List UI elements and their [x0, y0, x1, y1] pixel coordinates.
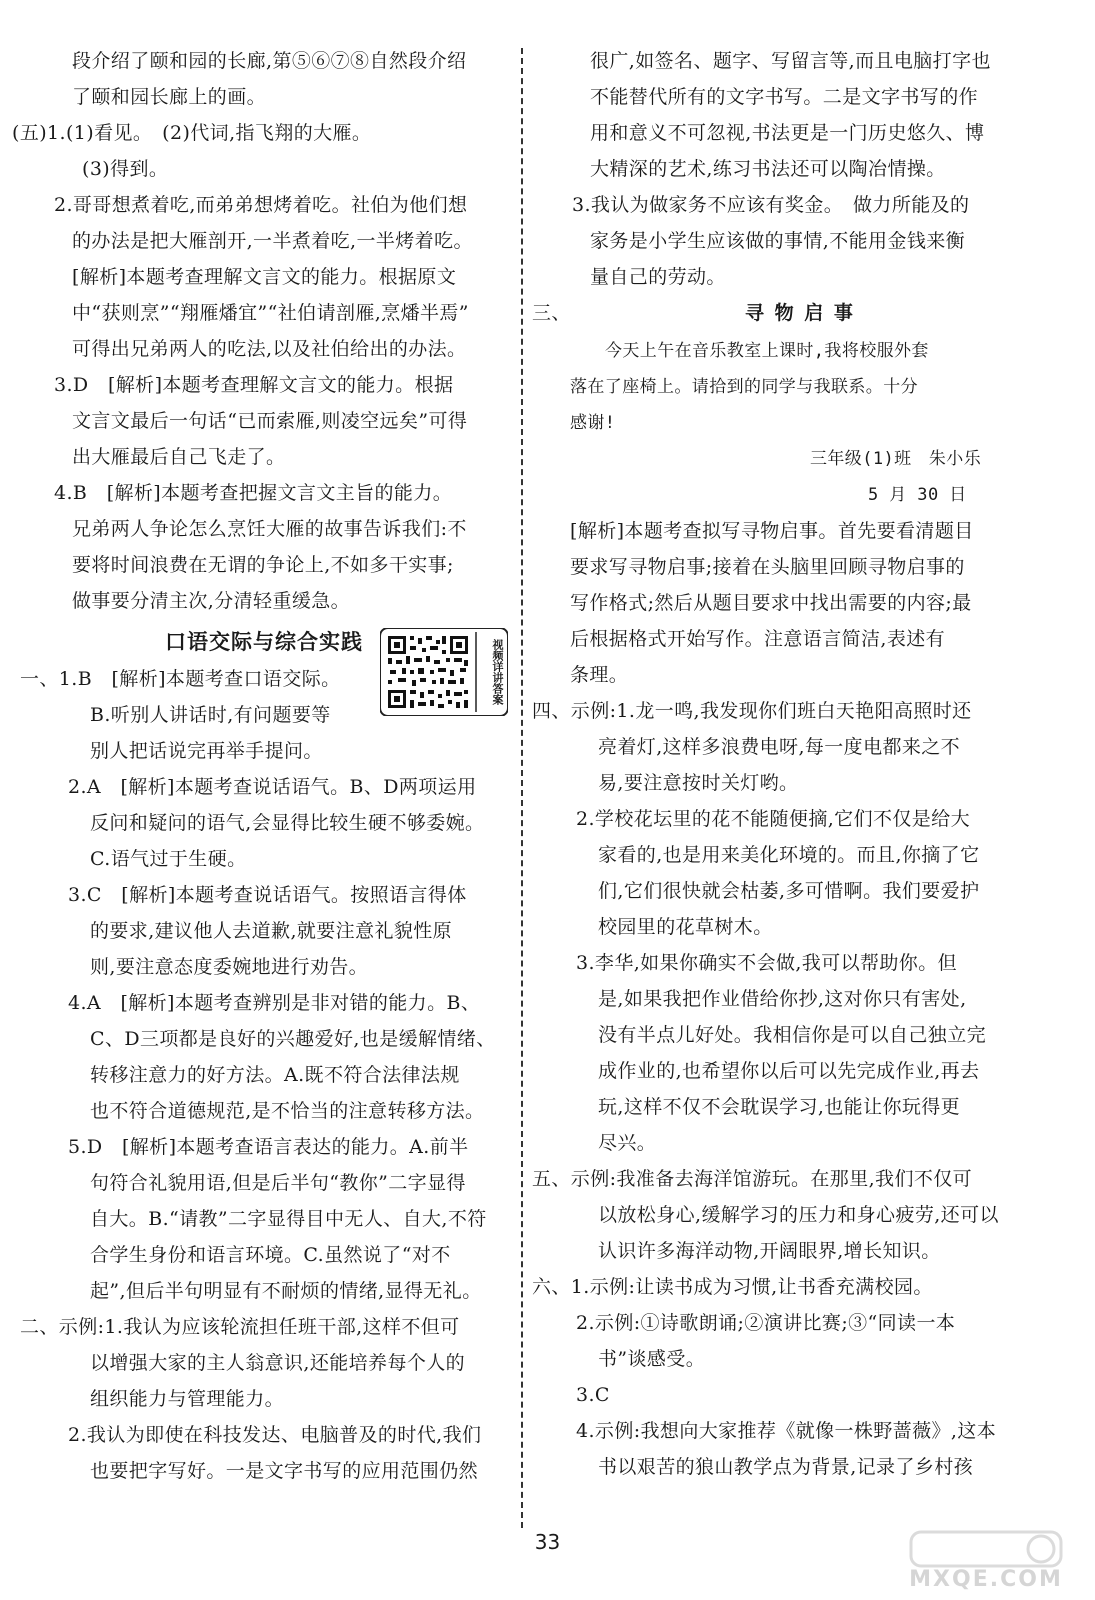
qr-code[interactable] — [380, 628, 508, 716]
text-line: 3.我认为做家务不应该有奖金。 做力所能及的 — [572, 194, 970, 216]
text-line: 反问和疑问的语气,会显得比较生硬不够委婉。 — [90, 812, 485, 834]
watermark — [891, 1530, 1081, 1592]
text-line: 家务是小学生应该做的事情,不能用金钱来衡 — [590, 230, 966, 252]
text-line: 玩,这样不仅不会耽误学习,也能让你玩得更 — [598, 1096, 961, 1118]
text-line: 3.D [解析]本题考查理解文言文的能力。根据 — [54, 374, 454, 396]
text-line: 量自己的劳动。 — [590, 266, 726, 288]
text-line: 2.我认为即使在科技发达、电脑普及的时代,我们 — [68, 1424, 482, 1446]
text-line: 尽兴。 — [598, 1132, 657, 1154]
text-line: 亮着灯,这样多浪费电呀,每一度电都来之不 — [598, 736, 961, 758]
text-line: 起”,但后半句明显有不耐烦的情绪,显得无礼。 — [90, 1280, 482, 1302]
text-line: 做事要分清主次,分清轻重缓急。 — [72, 590, 351, 612]
text-line: B.听别人讲话时,有问题要等 — [90, 704, 331, 726]
text-line: 六、1.示例:让读书成为习惯,让书香充满校园。 — [532, 1276, 933, 1298]
text-line: 2.示例:①诗歌朗诵;②演讲比赛;③“同读一本 — [576, 1312, 956, 1334]
text-line: 段介绍了颐和园的长廊,第⑤⑥⑦⑧自然段介绍 — [72, 50, 467, 72]
notice-body-line: 今天上午在音乐教室上课时,我将校服外套 — [605, 341, 929, 361]
text-line: 一、1.B [解析]本题考查口语交际。 — [20, 668, 341, 690]
text-line: 要将时间浪费在无谓的争论上,不如多干实事; — [72, 554, 454, 576]
text-line: 可得出兄弟两人的吃法,以及社伯给出的办法。 — [72, 338, 467, 360]
text-line: 不能替代所有的文字书写。二是文字书写的作 — [590, 86, 979, 108]
text-line: 自大。B.“请教”二字显得目中无人、自大,不符 — [90, 1208, 487, 1230]
text-line: 们,它们很快就会枯萎,多可惜啊。我们要爱护 — [598, 880, 980, 902]
text-line: 成作业的,也希望你以后可以先完成作业,再去 — [598, 1060, 980, 1082]
text-line: 组织能力与管理能力。 — [90, 1388, 285, 1410]
text-line: (3)得到。 — [82, 158, 169, 180]
text-line: 以增强大家的主人翁意识,还能培养每个人的 — [90, 1352, 466, 1374]
watermark-logo-icon — [891, 1530, 1081, 1570]
text-line: 5.D [解析]本题考查语言表达的能力。A.前半 — [68, 1136, 469, 1158]
text-line: 用和意义不可忽视,书法更是一门历史悠久、博 — [590, 122, 985, 144]
text-line: 要求写寻物启事;接着在头脑里回顾寻物启事的 — [570, 556, 965, 578]
text-line: 文言文最后一句话“已而索雁,则凌空远矣”可得 — [72, 410, 468, 432]
notice-body-line: 感谢! — [570, 413, 616, 433]
text-line: 很广,如签名、题字、写留言等,而且电脑打字也 — [590, 50, 991, 72]
text-line: 3.李华,如果你确实不会做,我可以帮助你。但 — [576, 952, 958, 974]
text-line: 2.A [解析]本题考查说话语气。B、D两项运用 — [68, 776, 477, 798]
text-line: [解析]本题考查拟写寻物启事。首先要看清题目 — [570, 520, 974, 542]
text-line: [解析]本题考查理解文言文的能力。根据原文 — [72, 266, 457, 288]
text-line: 4.B [解析]本题考查把握文言文主旨的能力。 — [54, 482, 453, 504]
page-number: 33 — [534, 1530, 561, 1554]
text-line: 转移注意力的好方法。A.既不符合法律法规 — [90, 1064, 460, 1086]
text-line: 4.A [解析]本题考查辨别是非对错的能力。B、 — [68, 992, 481, 1014]
section-label: 三、 — [532, 302, 571, 324]
text-line: 2.哥哥想煮着吃,而弟弟想烤着吃。社伯为他们想 — [54, 194, 468, 216]
text-line: 校园里的花草树木。 — [598, 916, 773, 938]
watermark-text: MXQE.COM — [909, 1567, 1063, 1592]
text-line: 是,如果我把作业借给你抄,这对你只有害处, — [598, 988, 967, 1010]
text-line: C.语气过于生硬。 — [90, 848, 247, 870]
text-line: 中“获则烹”“翔雁燔宜”“社伯请剖雁,烹燔半焉” — [72, 302, 469, 324]
text-line: 书以艰苦的狼山教学点为背景,记录了乡村孩 — [598, 1456, 974, 1478]
text-line: 合学生身份和语言环境。C.虽然说了“对不 — [90, 1244, 451, 1266]
text-line: 别人把话说完再举手提问。 — [90, 740, 323, 762]
text-line: 后根据格式开始写作。注意语言简洁,表述有 — [570, 628, 946, 650]
text-line: 大精深的艺术,练习书法还可以陶冶情操。 — [590, 158, 946, 180]
text-line: 易,要注意按时关灯哟。 — [598, 772, 799, 794]
text-line: 出大雁最后自己飞走了。 — [72, 446, 286, 468]
text-line: 的办法是把大雁剖开,一半煮着吃,一半烤着吃。 — [72, 230, 473, 252]
text-line: 了颐和园长廊上的画。 — [72, 86, 267, 108]
notice-body-line: 落在了座椅上。请拾到的同学与我联系。十分 — [570, 377, 918, 397]
text-line: 五、示例:我准备去海洋馆游玩。在那里,我们不仅可 — [532, 1168, 973, 1190]
text-line: 兄弟两人争论怎么烹饪大雁的故事告诉我们:不 — [72, 518, 467, 540]
text-line: 也不符合道德规范,是不恰当的注意转移方法。 — [90, 1100, 485, 1122]
text-line: 的要求,建议他人去道歉,就要注意礼貌性原 — [90, 920, 453, 942]
qr-caption: 视频详讲答案 — [491, 639, 504, 705]
text-line: C、D三项都是良好的兴趣爱好,也是缓解情绪、 — [90, 1028, 496, 1050]
section-heading: 口语交际与综合实践 — [165, 629, 363, 654]
text-line: 书”谈感受。 — [598, 1348, 706, 1370]
text-line: 家看的,也是用来美化环境的。而且,你摘了它 — [598, 844, 980, 866]
text-line: 二、示例:1.我认为应该轮流担任班干部,这样不但可 — [20, 1316, 460, 1338]
column-divider — [521, 48, 523, 1528]
text-line: 没有半点儿好处。我相信你是可以自己独立完 — [598, 1024, 987, 1046]
text-line: 4.示例:我想向大家推荐《就像一株野蔷薇》,这本 — [576, 1420, 997, 1442]
text-line: 则,要注意态度委婉地进行劝告。 — [90, 956, 369, 978]
text-line: 句符合礼貌用语,但是后半句“教你”二字显得 — [90, 1172, 466, 1194]
text-line: 以放松身心,缓解学习的压力和身心疲劳,还可以 — [598, 1204, 999, 1226]
text-line: 2.学校花坛里的花不能随便摘,它们不仅是给大 — [576, 808, 970, 830]
text-line: 认识许多海洋动物,开阔眼界,增长知识。 — [598, 1240, 941, 1262]
text-line: 条理。 — [570, 664, 629, 686]
notice-date: 5 月 30 日 — [868, 485, 967, 505]
text-line: 也要把字写好。一是文字书写的应用范围仍然 — [90, 1460, 479, 1482]
text-line: 3.C [解析]本题考查说话语气。按照语言得体 — [68, 884, 467, 906]
text-line: (五)1.(1)看见。 (2)代词,指飞翔的大雁。 — [12, 122, 372, 144]
notice-signature: 三年级(1)班 朱小乐 — [810, 449, 982, 469]
text-line: 3.C — [576, 1384, 610, 1406]
notice-title: 寻 物 启 事 — [745, 302, 855, 324]
text-line: 写作格式;然后从题目要求中找出需要的内容;最 — [570, 592, 972, 614]
text-line: 四、示例:1.龙一鸣,我发现你们班白天艳阳高照时还 — [532, 700, 972, 722]
